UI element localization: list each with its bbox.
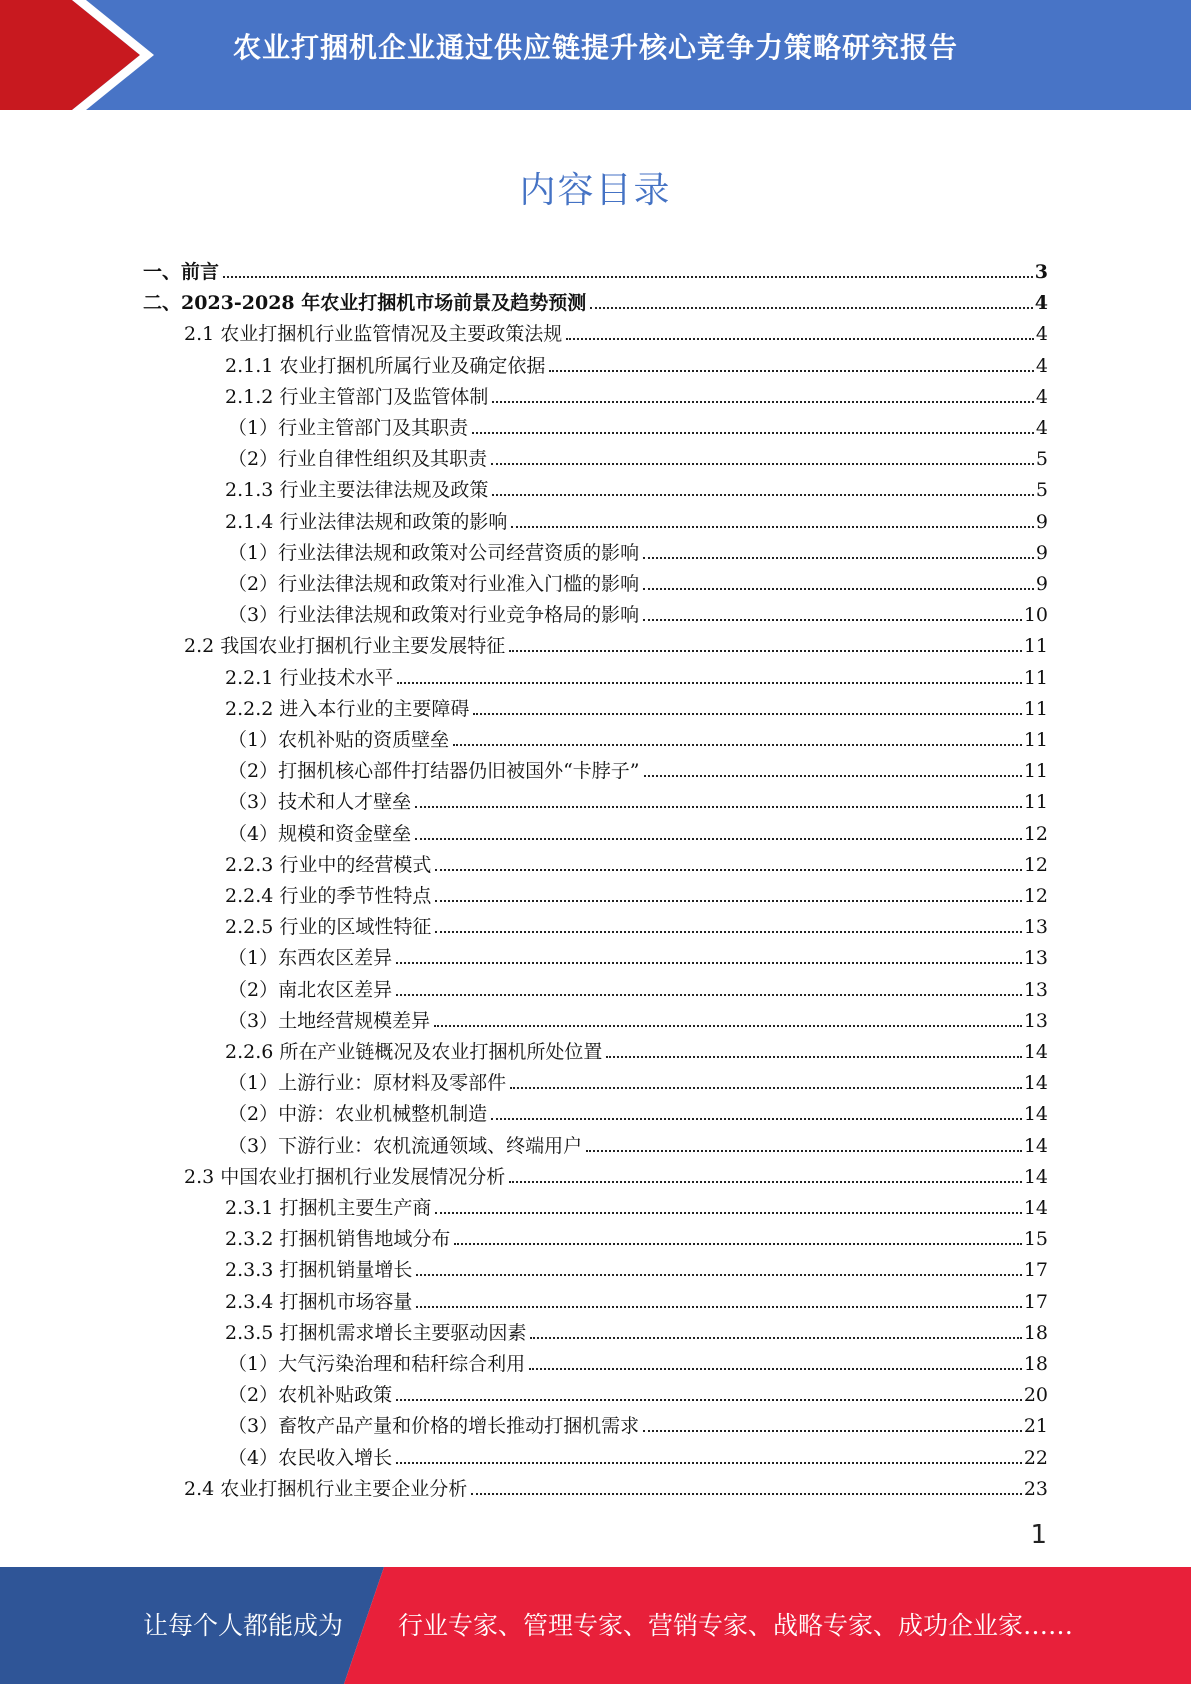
toc-entry[interactable] [143, 253, 1048, 284]
toc-dot-leader [453, 744, 1022, 746]
toc-entry-title: 2.3.5 打捆机需求增长主要驱动因素 [225, 1321, 527, 1344]
toc-dot-leader [396, 962, 1022, 964]
toc-entry-title: 2.2.6 所在产业链概况及农业打捆机所处位置 [225, 1041, 603, 1063]
toc-entry-title: （2）农机补贴政策 [228, 1384, 393, 1407]
toc-entry-title: 2.2.1 行业技术水平 [225, 666, 394, 689]
toc-entry-title: （1）行业法律法规和政策对公司经营资质的影响 [228, 541, 640, 564]
toc-entry-title: 2.2.3 行业中的经营模式 [225, 853, 432, 876]
toc-entry[interactable] [228, 1439, 1048, 1470]
toc-entry-page: 13 [1023, 947, 1048, 970]
toc-dot-leader [549, 370, 1034, 372]
toc-entry[interactable] [225, 846, 1048, 877]
toc-entry-page: 18 [1023, 1321, 1048, 1344]
toc-entry[interactable] [225, 1033, 1048, 1064]
toc-entry-title: 2.3 中国农业打捆机行业发展情况分析 [184, 1165, 506, 1188]
toc-entry-page: 20 [1023, 1384, 1048, 1407]
toc-entry-page: 9 [1035, 573, 1048, 595]
toc-entry-title: 2.3.1 打捆机主要生产商 [225, 1197, 432, 1219]
toc-entry-title: （4）农民收入增长 [228, 1446, 393, 1469]
toc-dot-leader [643, 588, 1034, 590]
toc-dot-leader [510, 1087, 1022, 1089]
toc-entry-title: （2）行业自律性组织及其职责 [228, 448, 488, 471]
toc-entry-title: 2.3.3 打捆机销量增长 [225, 1259, 413, 1282]
toc-entry[interactable] [225, 690, 1048, 721]
toc-entry-title: （3）畜牧产品产量和价格的增长推动打捆机需求 [228, 1415, 640, 1438]
toc-dot-leader [643, 619, 1022, 621]
toc-entry-page: 3 [1034, 261, 1048, 283]
footer-band [0, 1567, 1191, 1684]
toc-entry-page: 5 [1035, 479, 1048, 502]
toc-entry-page: 11 [1023, 635, 1048, 658]
toc-entry-page: 21 [1023, 1415, 1048, 1438]
toc-entry-page: 13 [1023, 916, 1048, 939]
toc-entry-title: 2.3.4 打捆机市场容量 [225, 1290, 413, 1313]
toc-entry[interactable] [228, 565, 1048, 596]
toc-entry-page: 11 [1023, 697, 1048, 720]
footer-slogan-right: 行业专家、管理专家、营销专家、战略专家、成功企业家…… [398, 1611, 1074, 1640]
toc-entry[interactable] [228, 1002, 1048, 1033]
toc-entry-title: （2）打捆机核心部件打结器仍旧被国外“卡脖子” [228, 760, 640, 783]
toc-dot-leader [416, 1274, 1021, 1276]
toc-entry[interactable] [225, 1220, 1048, 1251]
report-title: 农业打捆机企业通过供应链提升核心竞争力策略研究报告 [232, 31, 958, 64]
toc-entry-page: 18 [1023, 1353, 1048, 1375]
toc-entry-page: 4 [1035, 417, 1048, 439]
toc-entry[interactable] [228, 409, 1048, 440]
toc-dot-leader [397, 682, 1021, 684]
toc-entry[interactable] [228, 1376, 1048, 1407]
toc-entry[interactable] [225, 1251, 1048, 1282]
toc-entry-title: （1）农机补贴的资质壁垒 [228, 729, 450, 751]
toc-entry-page: 9 [1035, 510, 1048, 533]
toc-entry[interactable] [228, 971, 1048, 1002]
toc-entry-page: 13 [1023, 978, 1048, 1001]
toc-entry-title: 2.2 我国农业打捆机行业主要发展特征 [184, 635, 506, 658]
toc-dot-leader [491, 463, 1034, 465]
toc-dot-leader [434, 1025, 1022, 1027]
toc-entry[interactable] [225, 378, 1048, 409]
toc-dot-leader [643, 1430, 1022, 1432]
toc-dot-leader [471, 1493, 1022, 1495]
toc-entry-page: 4 [1035, 354, 1048, 377]
toc-entry[interactable] [228, 721, 1048, 752]
toc-dot-leader [396, 1462, 1022, 1464]
toc-entry-page: 12 [1023, 885, 1048, 907]
toc-entry-title: 2.3.2 打捆机销售地域分布 [225, 1228, 451, 1251]
toc-entry-title: （3）土地经营规模差异 [228, 1009, 431, 1032]
toc-entry[interactable] [225, 347, 1048, 378]
toc-entry-title: （4）规模和资金壁垒 [228, 822, 412, 845]
toc-entry[interactable] [225, 1189, 1048, 1220]
toc-entry-page: 5 [1035, 448, 1048, 471]
toc-entry[interactable] [225, 1283, 1048, 1314]
toc-entry-title: 一、前言 [143, 261, 220, 283]
toc-entry-page: 14 [1023, 1072, 1048, 1095]
toc-dot-leader [509, 650, 1022, 652]
toc-entry-page: 4 [1035, 323, 1048, 346]
toc-dot-leader [472, 432, 1034, 434]
toc-dot-leader [606, 1056, 1021, 1058]
toc-dot-leader [435, 1212, 1021, 1214]
toc-entry[interactable] [184, 315, 1048, 346]
toc-entry-page: 10 [1023, 604, 1048, 627]
toc-entry-page: 13 [1023, 1009, 1048, 1032]
toc-dot-leader [396, 1399, 1022, 1401]
toc-entry-page: 11 [1023, 666, 1048, 689]
toc-entry[interactable] [228, 1127, 1048, 1158]
toc-entry[interactable] [228, 939, 1048, 970]
toc-entry[interactable] [228, 1407, 1048, 1438]
toc-entry-title: 2.1.4 行业法律法规和政策的影响 [225, 510, 508, 533]
toc-dot-leader [396, 994, 1022, 996]
toc-entry[interactable] [228, 534, 1048, 565]
toc-dot-leader [435, 900, 1021, 902]
toc-entry[interactable] [228, 1064, 1048, 1095]
toc-entry-page: 11 [1023, 760, 1048, 783]
toc-entry-page: 14 [1023, 1041, 1048, 1063]
toc-entry-page: 14 [1023, 1134, 1048, 1157]
header-band [0, 0, 1191, 110]
toc-entry-page: 14 [1023, 1197, 1048, 1219]
toc-dot-leader [473, 713, 1021, 715]
toc-entry[interactable] [225, 659, 1048, 690]
toc-dot-leader [416, 1306, 1021, 1308]
toc-entry[interactable] [184, 627, 1048, 658]
toc-entry[interactable] [228, 783, 1048, 814]
page-number: 1 [1030, 1520, 1047, 1550]
toc-entry-title: 2.4 农业打捆机行业主要企业分析 [184, 1477, 468, 1500]
toc-entry-page: 17 [1023, 1290, 1048, 1313]
toc-entry[interactable] [225, 503, 1048, 534]
toc-entry[interactable] [228, 752, 1048, 783]
toc-dot-leader [566, 338, 1034, 340]
toc-dot-leader [491, 1118, 1022, 1120]
toc-dot-leader [492, 401, 1034, 403]
toc-title: 内容目录 [519, 170, 672, 211]
toc-entry-page: 22 [1023, 1446, 1048, 1469]
toc-entry-page: 17 [1023, 1259, 1048, 1282]
toc-entry-title: 二、2023-2028 年农业打捆机市场前景及趋势预测 [143, 292, 587, 315]
toc-entry-title: （3）技术和人才壁垒 [228, 791, 412, 814]
toc-entry-title: 2.2.2 进入本行业的主要障碍 [225, 697, 470, 720]
toc-dot-leader [529, 1368, 1022, 1370]
footer-slogan-left: 让每个人都能成为 [143, 1611, 344, 1640]
toc-dot-leader [509, 1181, 1022, 1183]
toc-entry[interactable] [184, 1470, 1048, 1501]
toc-entry-page: 9 [1035, 541, 1048, 564]
toc-entry-title: （1）大气污染治理和秸秆综合利用 [228, 1353, 526, 1375]
toc-dot-leader [223, 276, 1033, 278]
toc-entry-page: 12 [1023, 822, 1048, 845]
toc-entry[interactable] [228, 440, 1048, 471]
toc-dot-leader [590, 307, 1033, 309]
toc-dot-leader [415, 806, 1022, 808]
toc-entry-page: 12 [1023, 853, 1048, 876]
toc-dot-leader [435, 869, 1021, 871]
toc-entry-title: 2.1 农业打捆机行业监管情况及主要政策法规 [184, 323, 563, 346]
toc-entry[interactable] [143, 284, 1048, 315]
toc-entry[interactable] [228, 1345, 1048, 1376]
toc-dot-leader [415, 838, 1022, 840]
toc-entry-page: 14 [1023, 1165, 1048, 1188]
toc-entry-page: 11 [1023, 791, 1048, 814]
toc-entry[interactable] [225, 877, 1048, 908]
toc-entry-page: 14 [1023, 1103, 1048, 1126]
toc-entry-title: （2）行业法律法规和政策对行业准入门槛的影响 [228, 573, 640, 595]
toc-entry[interactable] [225, 1314, 1048, 1345]
toc-entry[interactable] [228, 815, 1048, 846]
toc-entry-title: 2.2.4 行业的季节性特点 [225, 885, 432, 907]
toc-entry-title: 2.2.5 行业的区域性特征 [225, 916, 432, 939]
toc-entry-title: 2.1.3 行业主要法律法规及政策 [225, 479, 489, 502]
toc-entry-title: （3）行业法律法规和政策对行业竞争格局的影响 [228, 604, 640, 627]
toc-entry-title: （1）上游行业：原材料及零部件 [228, 1072, 507, 1095]
toc-dot-leader [586, 1150, 1022, 1152]
toc-entry-page: 4 [1035, 385, 1048, 408]
toc-entry[interactable] [225, 471, 1048, 502]
toc-dot-leader [435, 931, 1021, 933]
toc-dot-leader [511, 526, 1034, 528]
toc-dot-leader [643, 557, 1034, 559]
toc-dot-leader [454, 1243, 1021, 1245]
toc-entry-title: 2.1.1 农业打捆机所属行业及确定依据 [225, 354, 546, 377]
toc-entry-page: 4 [1034, 292, 1048, 315]
toc-dot-leader [644, 775, 1022, 777]
toc-entry[interactable] [228, 1095, 1048, 1126]
toc-entry-title: （1）行业主管部门及其职责 [228, 417, 469, 439]
toc-entry-page: 11 [1023, 729, 1048, 751]
toc-entry-title: （3）下游行业：农机流通领域、终端用户 [228, 1134, 583, 1157]
toc-entry-title: （2）南北农区差异 [228, 978, 393, 1001]
toc-entry[interactable] [184, 1158, 1048, 1189]
toc-entry[interactable] [225, 908, 1048, 939]
toc-entry-title: （2）中游：农业机械整机制造 [228, 1103, 488, 1126]
toc-entry-title: 2.1.2 行业主管部门及监管体制 [225, 385, 489, 408]
toc-entry-page: 15 [1023, 1228, 1048, 1251]
toc-dot-leader [530, 1337, 1021, 1339]
toc-entry[interactable] [228, 596, 1048, 627]
toc-entry-title: （1）东西农区差异 [228, 947, 393, 970]
toc-dot-leader [492, 494, 1034, 496]
toc-entry-page: 23 [1023, 1477, 1048, 1500]
